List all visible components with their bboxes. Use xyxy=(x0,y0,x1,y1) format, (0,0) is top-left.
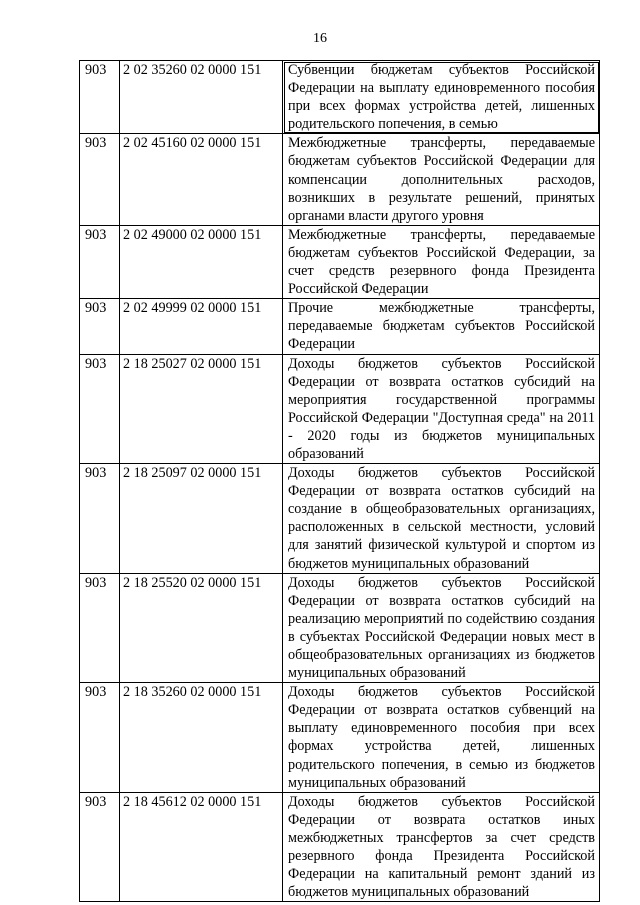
description-cell: Субвенции бюджетам субъектов Российской Федерации на выплату единовременного пособия при всех формах устройства детей, лишенных родительского попечения, в семью xyxy=(283,61,600,134)
admin-code-cell: 903 xyxy=(80,134,120,225)
admin-code-cell: 903 xyxy=(80,683,120,793)
table-row xyxy=(80,354,600,464)
budget-code-cell: 2 02 35260 02 0000 151 xyxy=(120,61,283,134)
description-cell: Межбюджетные трансферты, передаваемые бюджетам субъектов Российской Федерации, за счет средств резервного фонда Президента Российской Федерации xyxy=(283,225,600,298)
admin-code-cell: 903 xyxy=(80,61,120,134)
budget-code-cell: 2 18 25520 02 0000 151 xyxy=(120,573,283,683)
description-cell: Доходы бюджетов субъектов Российской Федерации от возврата остатков субсидий на создание в общеобразовательных организациях, расположенных в сельской местности, условий для занятий физической культурой и спортом из бюджетов муниципальных образований xyxy=(283,464,600,574)
table-row xyxy=(80,792,600,902)
table-row xyxy=(80,225,600,298)
budget-code-cell: 2 02 49000 02 0000 151 xyxy=(120,225,283,298)
budget-code-cell: 2 02 49999 02 0000 151 xyxy=(120,299,283,354)
revenue-codes-table xyxy=(79,60,600,902)
table-row xyxy=(80,683,600,793)
admin-code-cell: 903 xyxy=(80,299,120,354)
budget-code-cell: 2 18 25027 02 0000 151 xyxy=(120,354,283,464)
description-cell: Прочие межбюджетные трансферты, передаваемые бюджетам субъектов Российской Федерации xyxy=(283,299,600,354)
budget-code-cell: 2 18 35260 02 0000 151 xyxy=(120,683,283,793)
description-cell: Доходы бюджетов субъектов Российской Федерации от возврата остатков субсидий на реализацию мероприятий по содействию создания в субъектах Российской Федерации новых мест в общеобразовательных организациях из бюджетов муниципальных образований xyxy=(283,573,600,683)
admin-code-cell: 903 xyxy=(80,792,120,902)
budget-code-cell: 2 02 45160 02 0000 151 xyxy=(120,134,283,225)
table-row xyxy=(80,134,600,225)
table-row xyxy=(80,464,600,574)
budget-code-cell: 2 18 25097 02 0000 151 xyxy=(120,464,283,574)
description-cell: Межбюджетные трансферты, передаваемые бюджетам субъектов Российской Федерации для компенсации дополнительных расходов, возникших в результате решений, принятых органами власти другого уровня xyxy=(283,134,600,225)
admin-code-cell: 903 xyxy=(80,573,120,683)
admin-code-cell: 903 xyxy=(80,225,120,298)
table-row xyxy=(80,299,600,354)
page-number: 16 xyxy=(313,31,327,46)
admin-code-cell: 903 xyxy=(80,464,120,574)
budget-code-cell: 2 18 45612 02 0000 151 xyxy=(120,792,283,902)
description-cell: Доходы бюджетов субъектов Российской Федерации от возврата остатков субсидий на мероприятия государственной программы Российской Федерации "Доступная среда" на 2011 - 2020 годы из бюджетов муниципальных образований xyxy=(283,354,600,464)
admin-code-cell: 903 xyxy=(80,354,120,464)
table-row xyxy=(80,61,600,134)
description-cell: Доходы бюджетов субъектов Российской Федерации от возврата остатков субвенций на выплату единовременного пособия при всех формах устройства детей, лишенных родительского попечения, в семью из бюджетов муниципальных образований xyxy=(283,683,600,793)
table-row xyxy=(80,573,600,683)
description-cell: Доходы бюджетов субъектов Российской Федерации от возврата остатков иных межбюджетных трансфертов за счет средств резервного фонда Президента Российской Федерации на капитальный ремонт зданий из бюджетов муниципальных образований xyxy=(283,792,600,902)
